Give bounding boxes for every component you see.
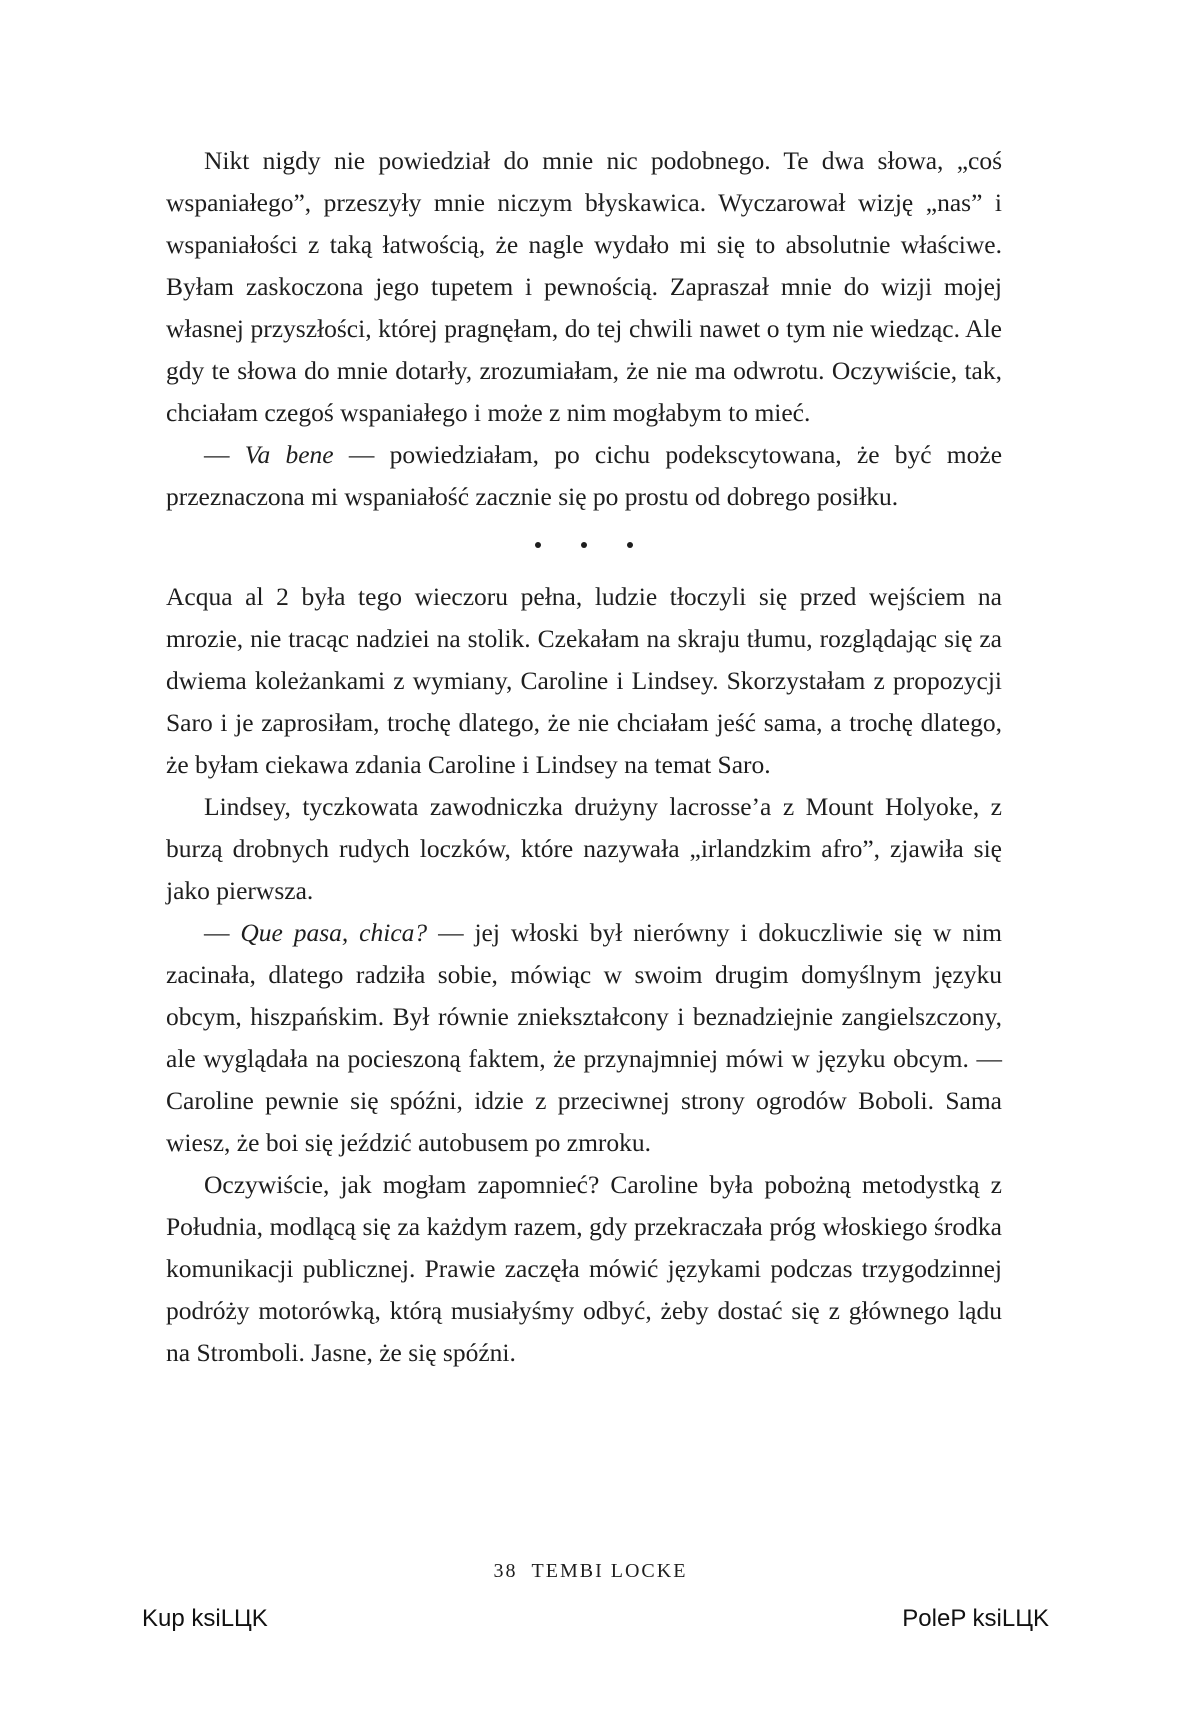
dialogue-rest: — jej włoski był nierówny i dokuczliwie się w nim zacinała, dlatego radziła sobie, mówiąc w swoim drugim domyślnym języku obcym, hiszpańskim. Był równie zniekształcony i beznadziejnie zangielszczony, ale wyglądała na pocieszoną faktem, że przynajmniej mówi w języku obcym. — Caroline pewnie się spóźni, idzie z przeciwnej strony ogrodów Boboli. Sama wiesz, że boi się jeździć autobusem po zmroku.	[166, 918, 1003, 1157]
dialogue-rest: — powiedziałam, po cichu podekscytowana, że być może przeznaczona mi wspaniałość zacznie się po prostu od dobrego posiłku.	[166, 440, 1003, 511]
recommend-book-link[interactable]: PoleP ksiLЦK	[902, 1605, 1049, 1632]
em-dash: —	[204, 918, 230, 947]
dialogue-paragraph-que-pasa	[166, 912, 1002, 1164]
scene-break-dot	[535, 542, 541, 548]
body-text	[166, 140, 1002, 1374]
em-dash: —	[204, 440, 230, 469]
page-number: 38	[493, 1560, 518, 1582]
paragraph-caroline: Oczywiście, jak mogłam zapomnieć? Caroline była pobożną metodystką z Południa, modlącą się za każdym razem, gdy przekraczała próg włoskiego środka komunikacji publicznej. Prawie zaczęła mówić językami podczas trzygodzinnej podróży motorówką, którą musiałyśmy odbyć, żeby dostać się z głównego lądu na Stromboli. Jasne, że się spóźni.	[166, 1170, 1002, 1367]
paragraph-1: Nikt nigdy nie powiedział do mnie nic podobnego. Te dwa słowa, „coś wspaniałego”, przeszyły mnie niczym błyskawica. Wyczarował wizję „nas” i wspaniałości z taką łatwością, że nagle wydało mi się to absolutnie właściwe. Byłam zaskoczona jego tupetem i pewnością. Zapraszał mnie do wizji mojej własnej przyszłości, której pragnęłam, do tej chwili nawet o tym nie wiedząc. Ale gdy te słowa do mnie dotarły, zrozumiałam, że nie ma odwrotu. Oczywiście, tak, chciałam czegoś wspaniałego i może z nim mogłabym to mieć.	[166, 146, 1002, 427]
dialogue-paragraph-va-bene	[166, 434, 1002, 518]
italic-phrase: Va bene	[244, 440, 334, 469]
paragraph-lindsey: Lindsey, tyczkowata zawodniczka drużyny lacrosse’a z Mount Holyoke, z burzą drobnych rudych loczków, które nazywała „irlandzkim afro”, zjawiła się jako pierwsza.	[166, 792, 1002, 905]
running-author: TEMBI LOCKE	[531, 1560, 688, 1582]
buy-book-link[interactable]: Kup ksiLЦK	[142, 1605, 268, 1632]
italic-phrase: Que pasa, chica?	[240, 918, 428, 947]
scene-break	[166, 520, 1002, 570]
running-footer	[0, 1560, 1181, 1583]
scene-break-dot	[627, 542, 633, 548]
scene-break-dot	[581, 542, 587, 548]
paragraph-acqua: Acqua al 2 była tego wieczoru pełna, ludzie tłoczyli się przed wejściem na mrozie, nie tracąc nadziei na stolik. Czekałam na skraju tłumu, rozglądając się za dwiema koleżankami z wymiany, Caroline i Lindsey. Skorzystałam z propozycji Saro i je zaprosiłam, trochę dlatego, że nie chciałam jeść sama, a trochę dlatego, że byłam ciekawa zdania Caroline i Lindsey na temat Saro.	[166, 582, 1002, 779]
